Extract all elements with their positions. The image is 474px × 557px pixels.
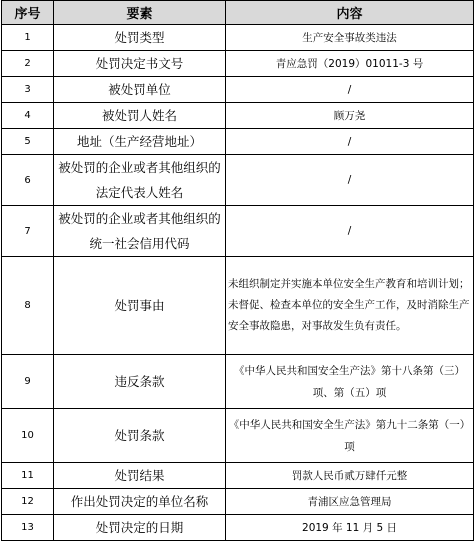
header-content: 内容 [226, 1, 474, 25]
row-element: 被处罚的企业或者其他组织的法定代表人姓名 [54, 155, 226, 206]
row-content: 2019 年 11 月 5 日 [226, 515, 474, 541]
penalty-info-table [1, 0, 474, 541]
row-element: 被处罚的企业或者其他组织的统一社会信用代码 [54, 206, 226, 257]
table-row [2, 77, 474, 103]
row-element: 处罚事由 [54, 257, 226, 355]
table-row [2, 515, 474, 541]
table-row [2, 25, 474, 51]
row-seq: 3 [2, 77, 54, 103]
table-row [2, 463, 474, 489]
row-seq: 1 [2, 25, 54, 51]
row-element: 被处罚单位 [54, 77, 226, 103]
row-content: 《中华人民共和国安全生产法》第九十二条第（一）项 [226, 409, 474, 463]
table-row [2, 355, 474, 409]
row-seq: 12 [2, 489, 54, 515]
header-seq: 序号 [2, 1, 54, 25]
row-element: 处罚结果 [54, 463, 226, 489]
row-element: 被处罚人姓名 [54, 103, 226, 129]
row-seq: 11 [2, 463, 54, 489]
table-row [2, 155, 474, 206]
row-element: 违反条款 [54, 355, 226, 409]
row-content: 未组织制定并实施本单位安全生产教育和培训计划；未督促、检查本单位的安全生产工作，及时消除生产安全事故隐患，对事故发生负有责任。 [226, 257, 474, 355]
row-element: 处罚决定的日期 [54, 515, 226, 541]
header-element: 要素 [54, 1, 226, 25]
row-seq: 4 [2, 103, 54, 129]
row-content: 顾万尧 [226, 103, 474, 129]
row-content: 青应急罚（2019）01011-3 号 [226, 51, 474, 77]
row-seq: 2 [2, 51, 54, 77]
row-content: 生产安全事故类违法 [226, 25, 474, 51]
row-content: 青浦区应急管理局 [226, 489, 474, 515]
table-row [2, 489, 474, 515]
table-row [2, 409, 474, 463]
row-seq: 6 [2, 155, 54, 206]
table-row [2, 129, 474, 155]
row-element: 处罚类型 [54, 25, 226, 51]
row-content: 罚款人民币贰万肆仟元整 [226, 463, 474, 489]
row-element: 作出处罚决定的单位名称 [54, 489, 226, 515]
table-row [2, 51, 474, 77]
row-element: 处罚条款 [54, 409, 226, 463]
row-seq: 7 [2, 206, 54, 257]
row-seq: 10 [2, 409, 54, 463]
row-element: 处罚决定书文号 [54, 51, 226, 77]
table-header-row [2, 1, 474, 25]
row-content: 《中华人民共和国安全生产法》第十八条第（三）项、第（五）项 [226, 355, 474, 409]
row-content: / [226, 77, 474, 103]
table-row [2, 206, 474, 257]
row-element: 地址（生产经营地址） [54, 129, 226, 155]
row-seq: 13 [2, 515, 54, 541]
row-content: / [226, 206, 474, 257]
row-content: / [226, 155, 474, 206]
row-content: / [226, 129, 474, 155]
row-seq: 5 [2, 129, 54, 155]
table-row [2, 257, 474, 355]
row-seq: 8 [2, 257, 54, 355]
row-seq: 9 [2, 355, 54, 409]
table-row [2, 103, 474, 129]
